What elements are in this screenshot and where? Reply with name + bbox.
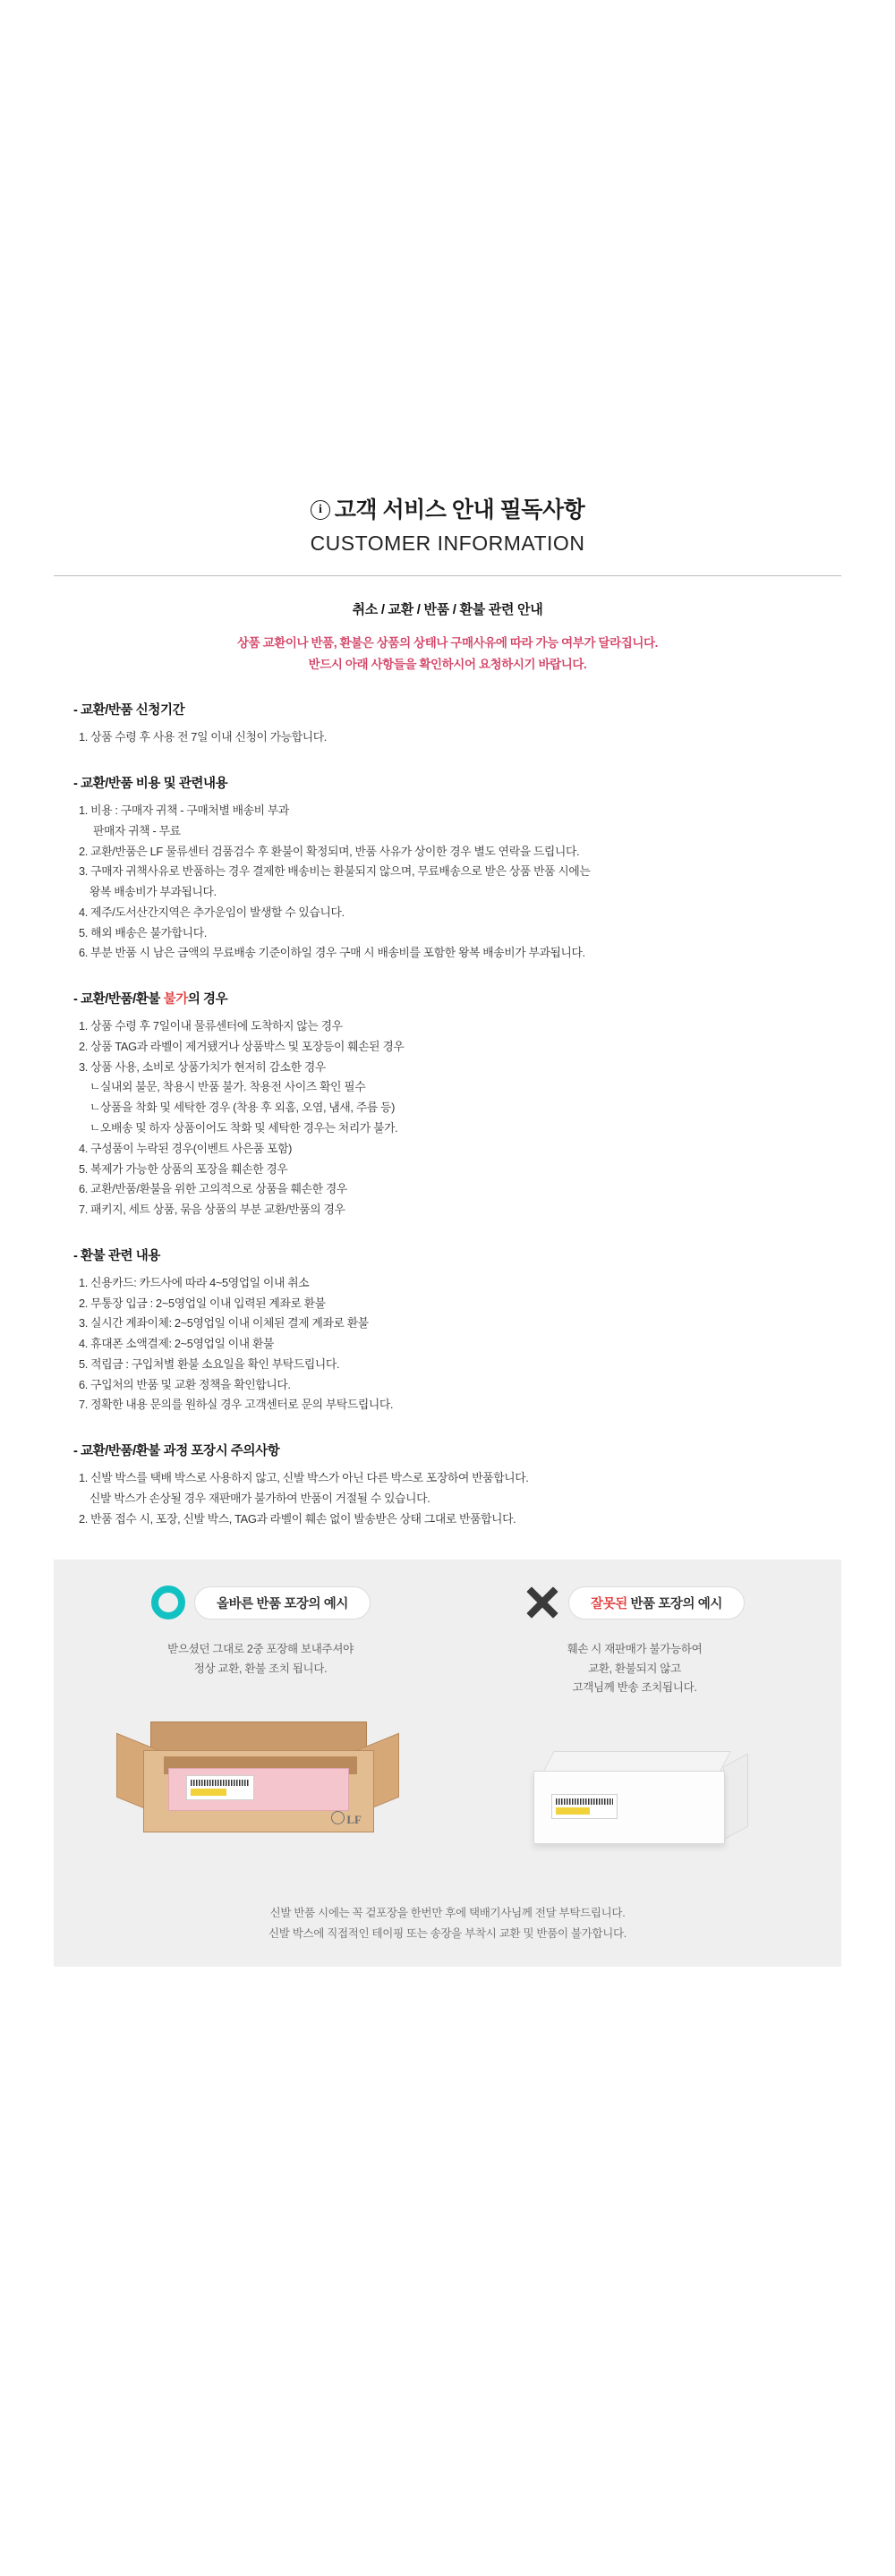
list-item-text: 1. 비용 : 구매자 귀책 - 구매처별 배송비 부과 <box>79 803 289 818</box>
shipping-label-icon <box>186 1775 254 1800</box>
wrong-caption-line-3: 고객님께 반송 조치됩니다. <box>572 1680 697 1694</box>
footer-line-1: 신발 반품 시에는 꼭 겉포장을 한번만 후에 택배기사님께 전달 부탁드립니다. <box>269 1907 626 1920</box>
section-heading <box>54 989 841 1007</box>
page-header <box>0 0 895 576</box>
correct-badge-prefix: 올바른 <box>217 1596 253 1611</box>
list-item-subtext: 왕복 배송비가 부과됩니다. <box>90 885 217 899</box>
list-item <box>79 801 841 842</box>
list-item: 7. 패키지, 세트 상품, 묶음 상품의 부분 교환/반품의 경우 <box>79 1203 345 1217</box>
list-item: 2. 반품 접수 시, 포장, 신발 박스, TAG과 라벨이 훼손 없이 발송받은 상태 그대로 반품합니다. <box>79 1511 516 1526</box>
list-item: 1. 상품 수령 후 사용 전 7일 이내 신청이 가능합니다. <box>79 730 328 744</box>
list-item: 4. 휴대폰 소액결제: 2~5영업일 이내 환불 <box>79 1337 275 1351</box>
circle-mark-icon <box>150 1585 186 1620</box>
list-item <box>79 862 841 903</box>
list-item: 1. 신용카드: 카드사에 따라 4~5영업일 이내 취소 <box>79 1275 310 1289</box>
wrong-example-header <box>524 1585 745 1620</box>
list-item: 2. 상품 TAG과 라벨이 제거됐거나 상품박스 및 포장등이 훼손된 경우 <box>79 1039 405 1053</box>
x-mark-icon <box>524 1585 560 1620</box>
correct-example-header <box>150 1585 371 1620</box>
list-item: 3. 실시간 계좌이체: 2~5영업일 이내 이체된 결제 계좌로 환불 <box>79 1316 369 1331</box>
correct-example <box>86 1585 435 1882</box>
wrong-example-caption <box>567 1640 703 1697</box>
section-cost-and-details <box>54 748 841 964</box>
footer-line-2: 신발 박스에 직접적인 테이핑 또는 송장을 부착시 교환 및 반품이 불가합니다. <box>268 1926 626 1940</box>
list-item-subtext: ㄴ오배송 및 하자 상품이어도 착화 및 세탁한 경우는 처리가 불가. <box>90 1120 398 1135</box>
section-heading: - 환불 관련 내용 <box>73 1248 160 1263</box>
list-item: 6. 부분 반품 시 남은 금액의 무료배송 기준이하일 경우 구매 시 배송비를 포함한 왕복 배송비가 부과됩니다. <box>79 946 585 960</box>
list-item: 2. 무통장 입금 : 2~5영업일 이내 입력된 계좌로 환불 <box>79 1296 326 1310</box>
wrong-caption-line-1: 훼손 시 재판매가 불가능하여 <box>567 1643 703 1656</box>
list-item-subtext: ㄴ실내외 불문, 착용시 반품 불가. 착용전 사이즈 확인 필수 <box>90 1080 366 1094</box>
section-body <box>54 1459 841 1529</box>
wrong-example-badge <box>568 1586 745 1620</box>
list-item: 7. 정확한 내용 문의를 원하실 경우 고객센터로 문의 부탁드립니다. <box>79 1398 394 1412</box>
list-item: 5. 적립금 : 구입처별 환불 소요일을 확인 부탁드립니다. <box>79 1356 340 1371</box>
section-heading: - 교환/반품 신청기간 <box>73 703 185 718</box>
wrong-caption-line-2: 교환, 환불되지 않고 <box>588 1662 681 1675</box>
section-heading-tail: 의 경우 <box>187 992 228 1007</box>
section-body <box>54 1007 841 1220</box>
intro-title: 취소 / 교환 / 반품 / 환불 관련 안내 <box>352 602 543 617</box>
page-title-en: CUSTOMER INFORMATION <box>310 531 585 555</box>
list-item: 6. 교환/반품/환불을 위한 고의적으로 상품을 훼손한 경우 <box>79 1182 347 1196</box>
lf-brand-logo: LF <box>331 1811 362 1827</box>
list-item-text: 3. 상품 사용, 소비로 상품가치가 현저히 감소한 경우 <box>79 1059 326 1074</box>
section-body <box>54 718 841 748</box>
info-circle-icon: i <box>311 500 330 520</box>
list-item: 1. 상품 수령 후 7일이내 물류센터에 도착하지 않는 경우 <box>79 1019 343 1033</box>
packaging-example-panel <box>54 1560 841 1967</box>
section-packaging-cautions <box>54 1416 841 1529</box>
section-heading: - 교환/반품/환불 과정 포장시 주의사항 <box>73 1444 280 1459</box>
list-item-text: 3. 구매자 귀책사유로 반품하는 경우 결제한 배송비는 환불되지 않으며, 무료배송으로 받은 상품 반품 시에는 <box>79 864 591 879</box>
intro-block <box>0 599 895 675</box>
section-body <box>54 792 841 964</box>
correct-example-caption <box>167 1640 354 1679</box>
list-item <box>79 1468 841 1509</box>
closed-shoebox-illustration <box>487 1712 782 1882</box>
header-divider <box>54 575 841 576</box>
list-item: 4. 구성품이 누락된 경우(이벤트 사은품 포함) <box>79 1141 293 1155</box>
section-heading: - 교환/반품 비용 및 관련내용 <box>73 777 228 792</box>
section-heading-text: - 교환/반품/환불 <box>73 992 164 1007</box>
wrong-badge-text: 반품 포장의 예시 <box>626 1596 722 1611</box>
list-item: 2. 교환/반품은 LF 물류센터 검품검수 후 환불이 확정되며, 반품 사유가 상이한 경우 별도 연락을 드립니다. <box>79 844 580 858</box>
section-heading-warn: 불가 <box>163 992 188 1007</box>
page-title-ko: 고객 서비스 안내 필독사항 <box>334 497 585 523</box>
list-item: 6. 구입처의 반품 및 교환 정책을 확인합니다. <box>79 1377 291 1391</box>
section-refund-info <box>54 1220 841 1416</box>
list-item <box>79 1058 841 1139</box>
open-box-illustration <box>113 1693 408 1863</box>
list-item-subtext: 신발 박스가 손상될 경우 재판매가 불가하여 반품이 거절될 수 있습니다. <box>90 1491 430 1505</box>
correct-example-badge <box>194 1586 371 1620</box>
intro-notice-line-2: 반드시 아래 사항들을 확인하시어 요청하시기 바랍니다. <box>308 657 587 671</box>
correct-caption-line-1: 받으셨던 그대로 2중 포장해 보내주셔야 <box>167 1643 354 1656</box>
wrong-badge-prefix: 잘못된 <box>591 1596 627 1611</box>
page-title <box>0 497 895 523</box>
correct-badge-text: 반품 포장의 예시 <box>252 1596 348 1611</box>
list-item: 5. 복제가 가능한 상품의 포장을 훼손한 경우 <box>79 1161 288 1176</box>
list-item-text: 1. 신발 박스를 택배 박스로 사용하지 않고, 신발 박스가 아닌 다른 박스로 포장하여 반품합니다. <box>79 1471 529 1485</box>
list-item-subtext: 판매자 귀책 - 무료 <box>93 823 181 837</box>
list-item: 4. 제주/도서산간지역은 추가운임이 발생할 수 있습니다. <box>79 905 345 919</box>
section-request-period <box>54 675 841 748</box>
section-not-eligible <box>54 964 841 1220</box>
list-item: 5. 해외 배송은 불가합니다. <box>79 925 207 939</box>
shipping-label-icon <box>551 1794 618 1819</box>
list-item-subtext: ㄴ상품을 착화 및 세탁한 경우 (착용 후 외홈, 오염, 냄새, 주름 등) <box>90 1101 395 1115</box>
correct-caption-line-2: 정상 교환, 환불 조치 됩니다. <box>193 1662 328 1675</box>
section-body <box>54 1264 841 1416</box>
wrong-example <box>460 1585 809 1882</box>
packaging-example-footer <box>54 1903 841 1943</box>
intro-notice-line-1: 상품 교환이나 반품, 환불은 상품의 상태나 구매사유에 따라 가능 여부가 달라집니다. <box>236 636 658 650</box>
intro-notice <box>0 633 895 675</box>
